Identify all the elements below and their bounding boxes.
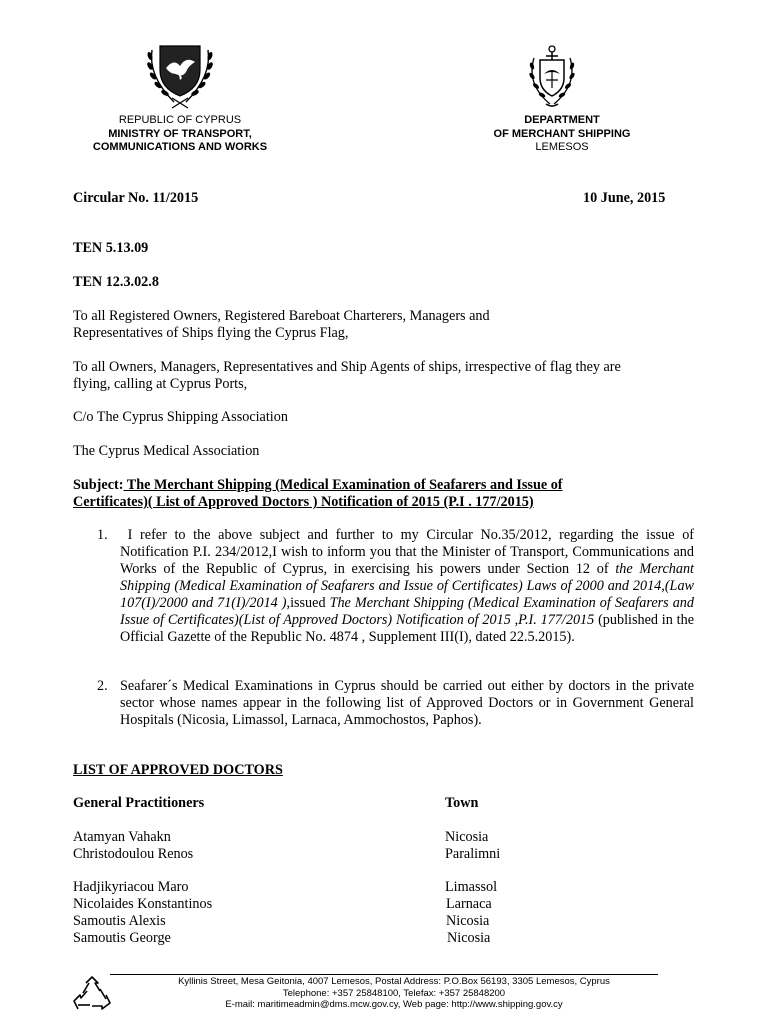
footer-line: Kyllinis Street, Mesa Geitonia, 4007 Lemesos, Postal Address: P.O.Box 56193, 3305 Lemesos, Cyprus [178, 976, 610, 987]
doctor-name: Atamyan Vahakn [73, 829, 171, 845]
list-item [73, 930, 633, 947]
doctor-name: Samoutis George [73, 930, 171, 946]
department-label-2: OF MERCHANT SHIPPING [493, 127, 631, 140]
doctor-town: Nicosia [446, 913, 490, 929]
addressee-medical-association: The Cyprus Medical Association [73, 443, 260, 459]
footer-line: Telephone: +357 25848100, Telefax: +357 25848200 [282, 987, 506, 999]
merchant-shipping-crest [520, 44, 584, 110]
circular-number: Circular No. 11/2015 [73, 190, 199, 206]
list-item [73, 829, 633, 846]
addressee-line: flying, calling at Cyprus Ports, [73, 376, 248, 392]
department-label: DEPARTMENT [524, 114, 600, 126]
addressee-line: To all Owners, Managers, Representatives and Ship Agents of ships, irrespective of flag they are [73, 359, 621, 375]
footer-contact-line: E-mail: maritimeadmin@dms.mcw.gov.cy, Web page: http://www.shipping.gov.cy [225, 999, 563, 1010]
file-reference-1: TEN 5.13.09 [73, 240, 149, 256]
paragraph-text: I refer to the above subject and further to my Circular No.35/2012, regarding the issue of Notification P.I. 234/2012,I wish to inform you that the Minister of Transport, Communications and Works of the Republic of Cyprus, in exercising his powers under Section 12 of [120, 527, 695, 577]
doctor-town: Limassol [445, 879, 498, 895]
addressee-shipping-association: C/o The Cyprus Shipping Association [73, 409, 288, 425]
doctor-town: Nicosia [445, 829, 489, 845]
circular-date: 10 June, 2015 [583, 190, 666, 206]
subject-label: Subject: [73, 477, 124, 493]
list-item [73, 846, 633, 863]
list-item [73, 913, 633, 930]
paragraph-1 [120, 527, 694, 646]
doctor-town: Paralimni [445, 846, 501, 862]
footer-address [120, 976, 668, 1011]
doctor-town: Nicosia [447, 930, 491, 946]
column-header-practitioners: General Practitioners [73, 795, 205, 811]
doctors-list-title: LIST OF APPROVED DOCTORS [73, 762, 283, 778]
addressee-block-2 [73, 359, 695, 393]
ministry-label: MINISTRY OF TRANSPORT, [108, 127, 252, 140]
doctor-name: Nicolaides Konstantinos [73, 896, 213, 912]
subject-title-2: Certificates)( List of Approved Doctors ) Notification of 2015 (P.I . 177/2015) [73, 494, 534, 510]
law-title: the Merchant Shipping (Medical Examination of Seafarers and Issue of Certificates) Laws of 2000 and 2014,(Law 107(I)/2000 and 71(I)/2014 ) [120, 561, 694, 611]
doctor-name: Hadjikyriacou Maro [73, 879, 189, 895]
ministry-label-2: COMMUNICATIONS AND WORKS [92, 141, 268, 153]
paragraph-number: 1. [97, 527, 108, 543]
doctors-list-group-2 [73, 879, 633, 947]
notification-title: The Merchant Shipping (Medical Examination of Seafarers and Issue of Certificates)(List of Approved Doctors) Notification of 2015 ,P.I. 177/2015 [120, 595, 694, 628]
recycle-icon [70, 975, 114, 1015]
paragraph-number: 2. [97, 678, 108, 694]
doctor-town: Larnaca [446, 896, 492, 912]
coat-of-arms-emblem [140, 40, 220, 110]
paragraph-text: ,issued [286, 595, 330, 611]
column-header-town: Town [445, 795, 479, 811]
subject-block [73, 477, 695, 511]
paragraph-text: (published in the Official Gazette of the Republic No. 4874 , Supplement III(I), dated 22.5.2015). [120, 612, 694, 645]
addressee-line: To all Registered Owners, Registered Bareboat Charterers, Managers and [73, 308, 490, 324]
list-item [73, 896, 633, 913]
doctor-name: Christodoulou Renos [73, 846, 194, 862]
file-reference-2: TEN 12.3.02.8 [73, 274, 159, 290]
footer-divider [110, 974, 658, 975]
header-right [452, 114, 672, 155]
list-item [73, 879, 633, 896]
header-left [60, 114, 300, 155]
doctors-list-group-1 [73, 829, 633, 863]
subject-title: The Merchant Shipping (Medical Examination of Seafarers and Issue of [123, 477, 563, 493]
location-label: LEMESOS [535, 141, 589, 153]
paragraph-2: Seafarer´s Medical Examinations in Cyprus should be carried out either by doctors in the private sector whose names appear in the following list of Approved Doctors or in Government General Hospitals (Nicosia, Limassol, Larnaca, Ammochostos, Paphos). [120, 678, 694, 728]
addressee-line: Representatives of Ships flying the Cyprus Flag, [73, 325, 349, 341]
republic-label: REPUBLIC OF CYPRUS [118, 114, 242, 126]
addressee-block-1 [73, 308, 695, 342]
doctor-name: Samoutis Alexis [73, 913, 166, 929]
